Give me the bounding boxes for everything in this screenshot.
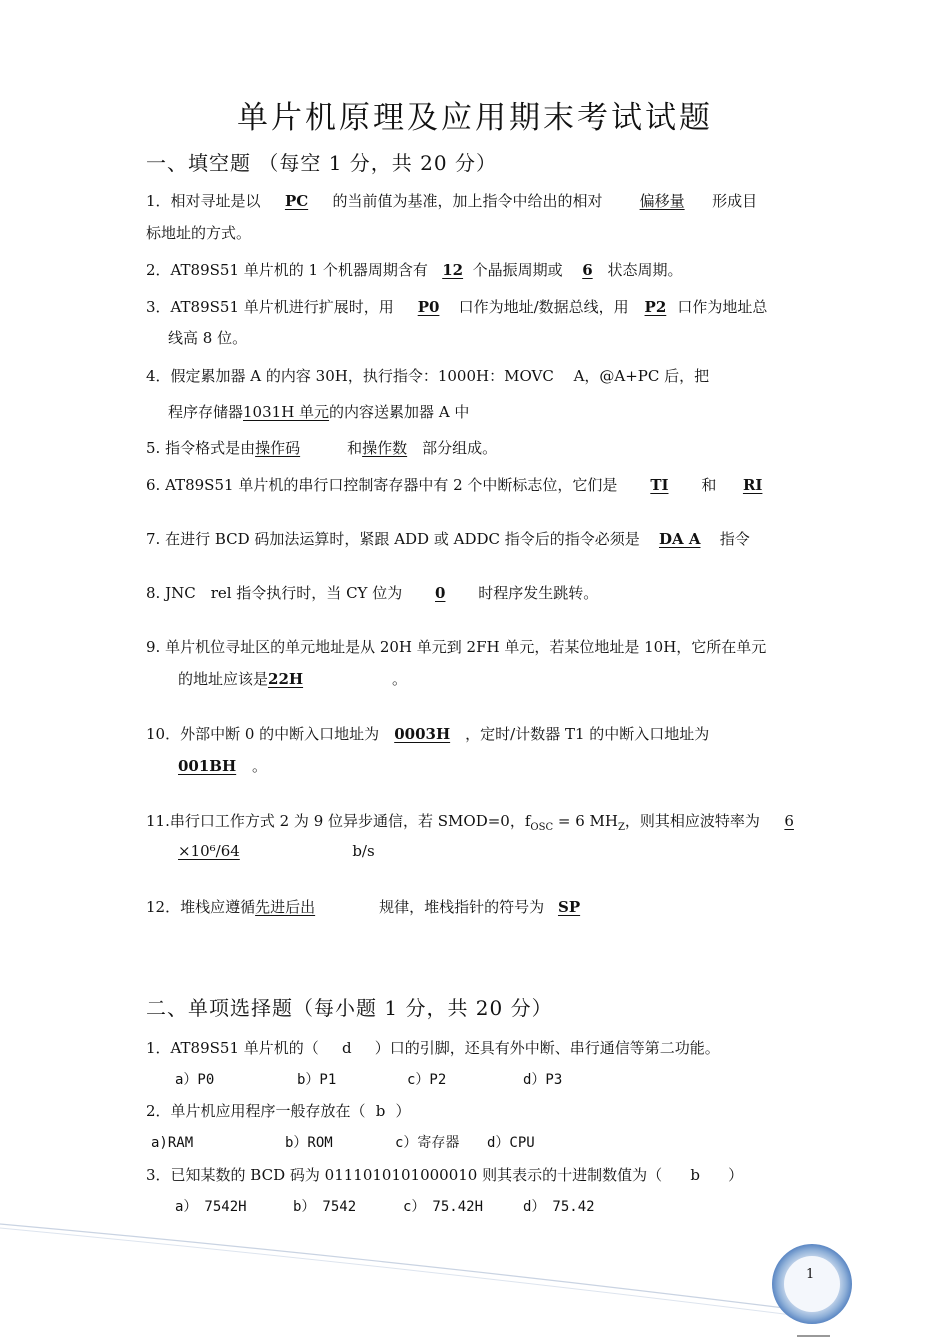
m2-option-a: a)RAM (151, 1135, 194, 1151)
q8-text-1: 8. JNC rel 指令执行时，当 CY 位为 (146, 584, 403, 602)
q3-answer-2: P2 (644, 298, 667, 316)
q10-text-2: ，定时/计数器 T1 的中断入口地址为 (465, 725, 710, 743)
question-8 (146, 582, 598, 603)
question-3 (146, 296, 767, 317)
q3-text-1: 3．AT89S51 单片机进行扩展时，用 (146, 298, 394, 316)
m1-text-2: ）口的引脚，还具有外中断、串行通信等第二功能。 (374, 1039, 720, 1057)
m3-option-b: b） 7542 (293, 1199, 357, 1215)
q4-text-2: 程序存储器 (168, 403, 244, 421)
q11-text-3: ，则其相应波特率为 (624, 812, 760, 830)
q3-text-2: 口作为地址/数据总线，用 (458, 298, 629, 316)
section-fill-in-heading: 一、填空题 （每空 1 分，共 20 分） (146, 151, 497, 175)
m3-option-d: d） 75.42 (523, 1199, 595, 1215)
m3-option-a: a） 7542H (175, 1199, 247, 1215)
choice-question-3 (146, 1164, 743, 1185)
page-title: 单片机原理及应用期末考试试题 (237, 100, 713, 136)
q9-text-2: 的地址应该是 (178, 670, 269, 688)
question-3-cont: 线高 8 位。 (168, 329, 248, 347)
q6-answer-2: RI (742, 476, 763, 494)
q6-text-1: 6. AT89S51 单片机的串行口控制寄存器中有 2 个中断标志位，它们是 (146, 476, 618, 494)
m2-option-d: d）CPU (487, 1135, 535, 1151)
question-11-cont (178, 842, 375, 860)
q12-answer-1: 先进后出 (255, 898, 316, 916)
m2-options (151, 1132, 535, 1152)
question-9-cont (178, 668, 407, 689)
question-11 (146, 810, 794, 833)
q5-text-1: 5. 指令格式是由 (146, 439, 256, 457)
m1-option-d: d）P3 (523, 1072, 563, 1088)
m2-text-1: 2．单片机应用程序一般存放在（ (146, 1102, 366, 1120)
q8-answer-1: 0 (435, 584, 446, 602)
q2-text-1: 2．AT89S51 单片机的 1 个机器周期含有 (146, 261, 428, 279)
q9-text-3: 。 (392, 670, 408, 688)
m1-answer: d (341, 1039, 352, 1057)
m2-answer: b (375, 1102, 386, 1120)
question-7 (146, 528, 750, 549)
q2-answer-2: 6 (582, 261, 593, 279)
choice-question-2 (146, 1100, 411, 1121)
m1-text-1: 1．AT89S51 单片机的（ (146, 1039, 319, 1057)
q5-answer-1: 操作码 (255, 439, 301, 457)
question-12 (146, 896, 580, 917)
question-10-cont (178, 755, 267, 776)
question-4: 4．假定累加器 A 的内容 30H，执行指令：1000H：MOVC A，@A+PC 后，把 (146, 367, 710, 385)
q1-answer-2: 偏移量 (639, 192, 685, 210)
question-2 (146, 259, 682, 280)
q11-sub-z: Z (617, 822, 625, 833)
q7-text-1: 7. 在进行 BCD 码加法运算时，紧跟 ADD 或 ADDC 指令后的指令必须是 (146, 530, 640, 548)
q11-text-4: b/s (352, 842, 375, 860)
q5-text-2: 和 (347, 439, 363, 457)
m2-text-2: ） (395, 1102, 411, 1120)
m3-answer: b (690, 1166, 700, 1184)
q1-text-3: 形成目 (712, 192, 758, 210)
page-number: 1 (806, 1267, 815, 1282)
q1-answer-1: PC (284, 192, 309, 210)
m1-option-a: a）P0 (175, 1072, 215, 1088)
question-1-cont: 标地址的方式。 (146, 224, 252, 242)
q11-answer-part-2: ×10⁶/64 (178, 842, 240, 860)
q2-answer-1: 12 (442, 261, 464, 279)
q4-text-3: 的内容送累加器 A 中 (329, 403, 470, 421)
question-1 (146, 190, 757, 211)
q1-text-2: 的当前值为基准，加上指令中给出的相对 (332, 192, 603, 210)
q11-sub-osc: OSC (530, 822, 554, 833)
m1-option-b: b）P1 (297, 1072, 337, 1088)
q9-answer-1: 22H (268, 670, 304, 688)
m1-options (175, 1069, 562, 1089)
q12-text-2: 规律，堆栈指针的符号为 (379, 898, 545, 916)
q5-text-3: 部分组成。 (422, 439, 498, 457)
m3-option-c: c） 75.42H (403, 1199, 484, 1215)
choice-question-1 (146, 1037, 720, 1058)
q2-text-3: 状态周期。 (607, 261, 683, 279)
q5-answer-2: 操作数 (362, 439, 408, 457)
q10-answer-2: 001BH (178, 757, 237, 775)
q12-answer-2: SP (557, 898, 581, 916)
q6-text-2: 和 (701, 476, 717, 494)
q4-answer-1: 1031H 单元 (243, 403, 330, 421)
q11-text-2: = 6 MH (553, 812, 618, 830)
question-10 (146, 723, 709, 744)
q3-answer-1: P0 (417, 298, 440, 316)
q12-text-1: 12．堆栈应遵循 (146, 898, 256, 916)
q8-text-2: 时程序发生跳转。 (478, 584, 599, 602)
q10-text-1: 10．外部中断 0 的中断入口地址为 (146, 725, 380, 743)
q11-answer-part-1: 6 (784, 812, 794, 830)
m2-option-b: b）ROM (285, 1135, 333, 1151)
section-choice-heading: 二、单项选择题（每小题 1 分，共 20 分） (146, 996, 553, 1020)
q10-answer-1: 0003H (394, 725, 451, 743)
m3-text-1: 3．已知某数的 BCD 码为 0111010101000010 则其表示的十进制数值为（ (146, 1166, 663, 1184)
m3-text-2: ） (728, 1166, 744, 1184)
q1-text-1: 1．相对寻址是以 (146, 192, 261, 210)
m1-option-c: c）P2 (407, 1072, 447, 1088)
question-4-cont (168, 401, 469, 422)
q2-text-2: 个晶振周期或 (472, 261, 563, 279)
question-6 (146, 474, 762, 495)
q7-text-2: 指令 (719, 530, 750, 548)
m2-option-c: c）寄存器 (395, 1135, 460, 1151)
question-9: 9. 单片机位寻址区的单元地址是从 20H 单元到 2FH 单元，若某位地址是 10H，它所在单元 (146, 638, 767, 656)
q7-answer-1: DA A (658, 530, 701, 548)
q11-text-1: 11.串行口工作方式 2 为 9 位异步通信，若 SMOD=0，f (146, 812, 531, 830)
q3-text-3: 口作为地址总 (677, 298, 768, 316)
question-5 (146, 437, 497, 458)
q6-answer-1: TI (650, 476, 669, 494)
q10-text-3: 。 (252, 757, 268, 775)
